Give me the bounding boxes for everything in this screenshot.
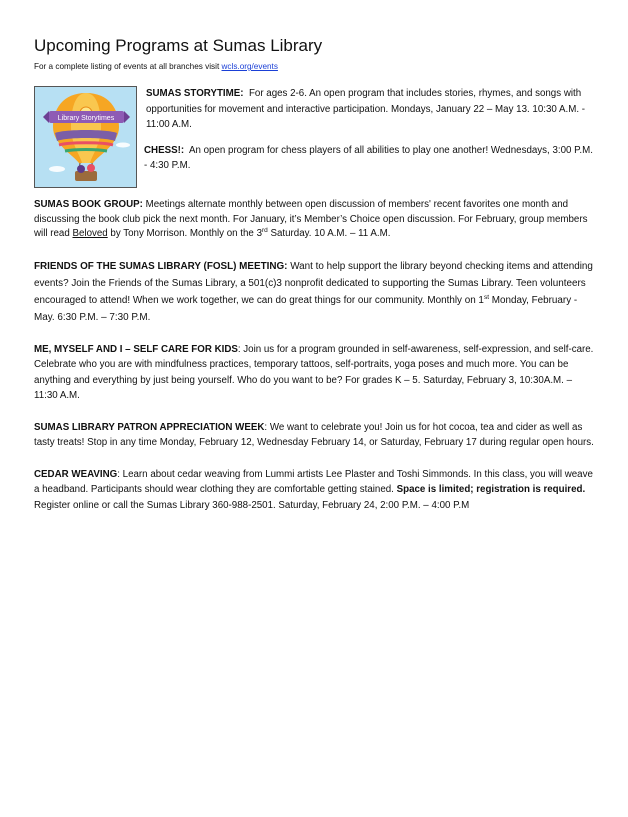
book-group-ordinal: rd (262, 227, 268, 234)
appreciation-body: : We want to celebrate you! Join us for hot cocoa, tea and cider as well as tasty treats! Stop in any time Monday, February 12, Wednesday February 14, or Saturday, February 17 during regular open hours. (34, 421, 594, 448)
self-care-title: ME, MYSELF AND I – SELF CARE FOR KIDS (34, 343, 238, 355)
chess-body: An open program for chess players of all abilities to play one another! Wednesdays, 3:00 P.M. - 4:30 P.M. (144, 144, 593, 171)
fosl-title: FRIENDS OF THE SUMAS LIBRARY (FOSL) MEETING: (34, 260, 288, 272)
book-group-body-3: Saturday. 10 A.M. – 11 A.M. (267, 228, 391, 239)
fosl-body-2: Monday, February - May. 6:30 P.M. – 7:30 P.M. (34, 294, 578, 323)
banner-text: Library Storytimes (57, 115, 115, 122)
chess-paragraph (144, 143, 596, 174)
top-section (34, 86, 596, 194)
book-group-paragraph (34, 198, 596, 242)
fosl-paragraph (34, 258, 596, 326)
appreciation-title: SUMAS LIBRARY PATRON APPRECIATION WEEK (34, 421, 265, 433)
top-column (144, 86, 596, 174)
cedar-registration-note: Space is limited; registration is required. (396, 484, 586, 495)
chess-title: CHESS!: (144, 144, 185, 156)
hot-air-balloon-storytime-icon (35, 87, 137, 188)
cedar-title: CEDAR WEAVING (34, 468, 118, 480)
fosl-body-1: Want to help support the library beyond checking items and attending events? Join the Friends of the Sumas Library, a 501(c)3 nonprofit dedicated to supporting the Sumas Library. Teen volunteers encouraged to attend! When we work together, we can do great things for our community. Monthly on 1 (34, 260, 593, 306)
storytime-paragraph (144, 86, 596, 133)
document-page (34, 36, 596, 513)
appreciation-paragraph (34, 420, 596, 451)
book-group-title: SUMAS BOOK GROUP: (34, 199, 143, 210)
events-link[interactable]: wcls.org/events (221, 62, 278, 71)
fosl-ordinal: st (483, 293, 489, 301)
cedar-body-2: Register online or call the Sumas Library 360-988-2501. Saturday, February 24, 2:00 P.M. – 4:00 P.M (34, 499, 470, 511)
cedar-body-1: : Learn about cedar weaving from Lummi artists Lee Plaster and Toshi Simmonds. In this class, you will weave a headband. Participants should wear clothing they are comfortable getting stained. (34, 468, 593, 495)
page-subtitle (34, 61, 596, 72)
self-care-paragraph (34, 342, 596, 404)
page-title: Upcoming Programs at Sumas Library (34, 36, 323, 55)
book-title: Beloved (72, 228, 108, 239)
self-care-body: : Join us for a program grounded in self-awareness, self-expression, and self-care. Celebrate who you are with mindfulness practices, temporary tattoos, self-portraits, yoga poses and much more. You can be anything and everything by just being yourself. Who do you want to be? For grades K – 5. Saturday, February 3, 10:30A.M. – 11:30 A.M. (34, 343, 594, 401)
book-group-body-1: Meetings alternate monthly between open discussion of members' recent favorites one month and discussing the book club pick the next month. For January, it’s Member’s Choice open discussion. For February, group members will read (34, 199, 588, 239)
cedar-weaving-paragraph (34, 467, 596, 514)
storytime-title: SUMAS STORYTIME: (146, 88, 244, 99)
storytime-body: For ages 2-6. An open program that includes stories, rhymes, and songs with opportunities for movement and interactive participation. Mondays, January 22 – May 13. 10:30 A.M. - 11:00 A.M. (146, 88, 585, 130)
book-group-body-2: by Tony Morrison. Monthly on the 3 (107, 228, 262, 239)
storytime-image (34, 86, 137, 188)
subtitle-text: For a complete listing of events at all branches visit (34, 62, 222, 71)
